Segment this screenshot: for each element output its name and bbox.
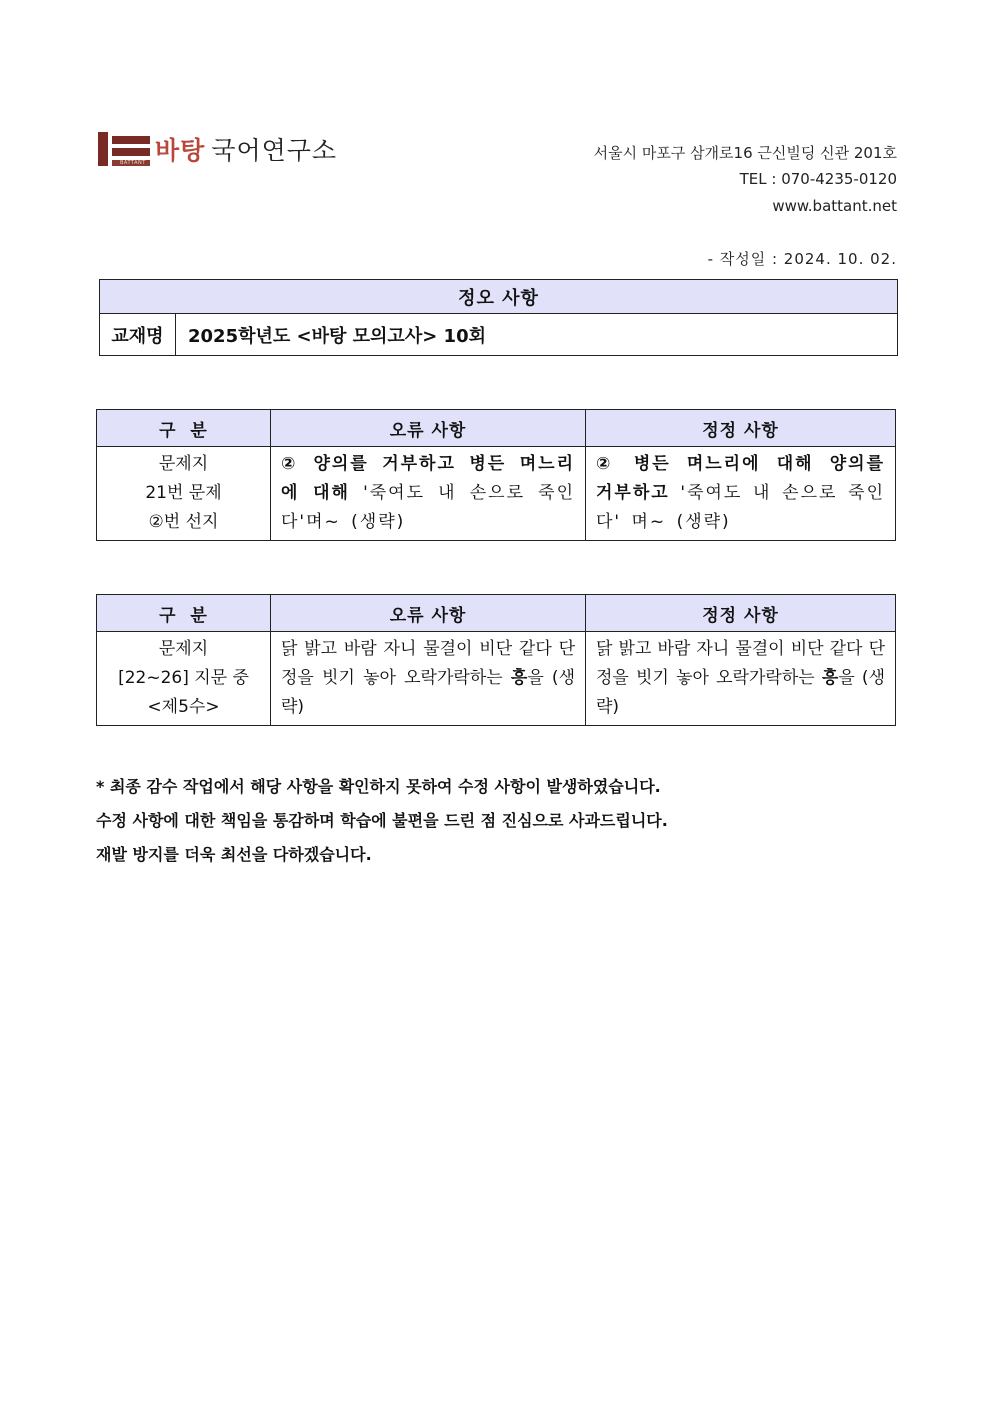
apology-notes (96, 770, 668, 872)
fix-text: '죽여도 내 손으로 죽인다' 며~ (생략) (596, 483, 885, 532)
address-line: 서울시 마포구 삼개로16 근신빌딩 신관 201호 (593, 144, 897, 162)
category-line: <제5수> (147, 697, 220, 717)
category-cell (97, 447, 271, 541)
error-highlight: ② 양의를 거부하고 병든 며느리에 대해 (281, 454, 575, 503)
table-row (97, 632, 896, 726)
header-error: 오류 사항 (271, 410, 586, 447)
category-line: ②번 선지 (148, 512, 219, 532)
category-line: 문제지 (158, 639, 209, 659)
error-text: 닭 밝고 바람 자니 물결이 비단 같다 단정을 빗기 놓아 오락가락하는 (281, 639, 575, 688)
fix-highlight: 흥 (821, 668, 839, 688)
correction-table-2 (96, 594, 896, 726)
error-text-end: 을 (생략) (281, 668, 575, 717)
error-text: '죽여도 내 손으로 죽인다'며~ (생략) (281, 483, 575, 532)
document-title: 정오 사항 (100, 280, 898, 314)
textbook-name: 2025학년도 <바탕 모의고사> 10회 (176, 314, 898, 356)
error-cell (271, 632, 586, 726)
category-line: [22~26] 지문 중 (118, 668, 249, 688)
header-error: 오류 사항 (271, 595, 586, 632)
logo-mark-icon (98, 132, 152, 166)
note-line: 수정 사항에 대한 책임을 통감하며 학습에 불편을 드린 점 진심으로 사과드립니다. (96, 811, 668, 830)
header-table (99, 279, 898, 356)
website-link[interactable]: www.battant.net (772, 197, 897, 215)
category-line: 문제지 (158, 454, 209, 474)
fix-cell (586, 447, 896, 541)
note-line: * 최종 감수 작업에서 해당 사항을 확인하지 못하여 수정 사항이 발생하였습니다. (96, 777, 661, 796)
creation-date: - 작성일 : 2024. 10. 02. (707, 250, 897, 268)
error-cell (271, 447, 586, 541)
header-category: 구 분 (97, 595, 271, 632)
logo-brand: 바탕 (155, 136, 206, 165)
category-line: 21번 문제 (145, 483, 222, 503)
category-cell (97, 632, 271, 726)
error-highlight: 흥 (510, 668, 528, 688)
fix-text-end: 을 (생략) (596, 668, 885, 717)
correction-table-1 (96, 409, 896, 541)
phone-line: TEL : 070-4235-0120 (739, 170, 897, 188)
header-fix: 정정 사항 (586, 410, 896, 447)
fix-text: 닭 밝고 바람 자니 물결이 비단 같다 단정을 빗기 놓아 오락가락하는 (596, 639, 885, 688)
table-row (97, 447, 896, 541)
header-fix: 정정 사항 (586, 595, 896, 632)
textbook-label: 교재명 (100, 314, 176, 356)
logo (98, 131, 337, 167)
logo-mark-text: BATTANT (120, 160, 146, 166)
header-category: 구 분 (97, 410, 271, 447)
fix-cell (586, 632, 896, 726)
logo-name: 국어연구소 (211, 136, 338, 165)
fix-highlight: ② 병든 며느리에 대해 양의를 거부하고 (596, 454, 885, 503)
note-line: 재발 방지를 더욱 최선을 다하겠습니다. (96, 845, 372, 864)
